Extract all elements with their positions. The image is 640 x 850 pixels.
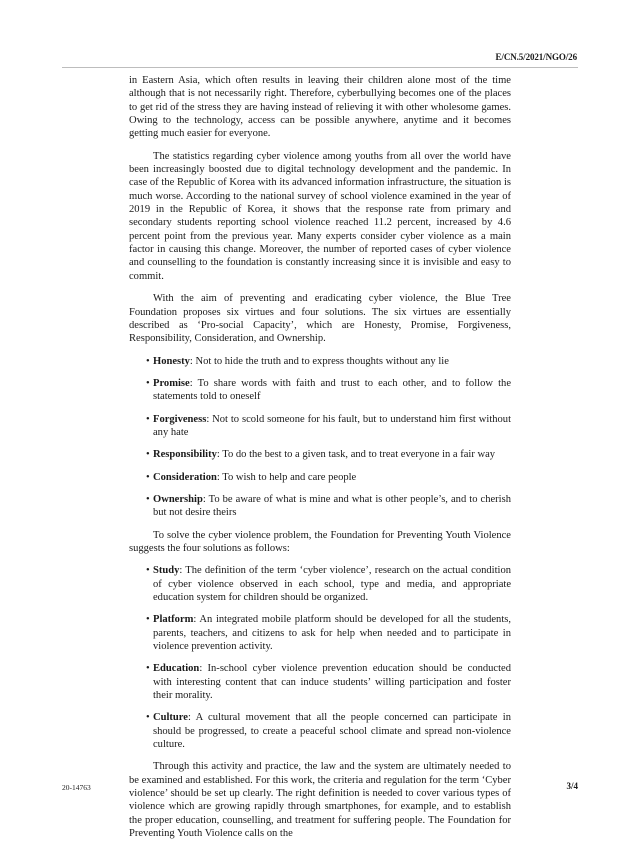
paragraph-continuation: in Eastern Asia, which often results in leaving their children alone most of the time although that is not necessarily right. Therefore, cyberbullying becomes one of the places to get rid of the stress they are having instead of relieving it with other wholesome games. Owing to the technology, access can be possible anywhere, anytime and it becomes getting much easier for everyone. [129,75,511,140]
document-body [129,74,511,850]
list-item-forgiveness [129,413,511,440]
bullet-icon: • [146,377,150,389]
bullet-icon: • [146,712,150,724]
solution-term: Education [153,663,200,675]
list-item-platform [129,613,511,653]
virtue-term: Responsibility [153,449,217,461]
list-item-education [129,662,511,702]
list-item-study [129,564,511,604]
virtue-term: Forgiveness [153,413,207,425]
bullet-icon: • [146,663,150,675]
bullet-icon: • [146,449,150,461]
document-symbol: E/CN.5/2021/NGO/26 [495,52,577,62]
solution-description: : The definition of the term ‘cyber violence’, research on the actual condition of cyber violence observed in each school, type and media, and appropriate education system for children should be organized. [153,565,511,603]
solution-description: : An integrated mobile platform should be developed for all the students, parents, teachers, and citizens to ask for help when needed and to participate in violence prevention activity. [153,614,511,653]
bullet-icon: • [146,471,150,483]
solutions-list [129,564,511,751]
solution-description: : In-school cyber violence prevention education should be conducted with interesting content that can induce students’ willing participation and foster their morality. [153,663,511,702]
paragraph-law-and-system: Through this activity and practice, the law and the system are ultimately needed to be examined and established. For this work, the criteria and regulation for the term ‘Cyber violence’ should be set up clearly. The right definition is needed to cover various types of violence which are growing rapidly through smartphones, for example, and to establish the proper education, counselling, and treatment for suffering people. The Foundation for Preventing Youth Violence calls on the [129,761,511,840]
virtue-term: Honesty [153,355,190,367]
virtue-term: Consideration [153,471,217,483]
list-item-promise [129,377,511,404]
virtue-term: Promise [153,377,190,389]
solution-term: Culture [153,712,188,724]
bullet-icon: • [146,493,150,505]
solution-term: Platform [153,614,194,626]
virtue-description: : Not to scold someone for his fault, but to understand him first without any hate [153,413,511,438]
solution-term: Study [153,565,180,577]
list-item-responsibility [129,448,511,461]
virtue-description: : To be aware of what is mine and what is other people’s, and to cherish but not desire theirs [153,493,511,519]
paragraph-six-virtues-intro: With the aim of preventing and eradicating cyber violence, the Blue Tree Foundation proposes six virtues and four solutions. The six virtues are essentially described as ‘Pro-social Capacity’, which are Honesty, Promise, Forgiveness, Responsibility, Consideration, and Ownership. [129,293,511,345]
virtues-list [129,355,511,520]
virtue-description: : Not to hide the truth and to express thoughts without any lie [189,355,449,367]
virtue-description: : To wish to help and care people [216,471,357,483]
virtue-description: : To do the best to a given task, and to treat everyone in a fair way [216,449,496,461]
bullet-icon: • [146,413,150,425]
page-header [62,52,578,68]
paragraph-four-solutions-intro: To solve the cyber violence problem, the Foundation for Preventing Youth Violence suggests the four solutions as follows: [129,529,511,554]
solution-description: : A cultural movement that all the people concerned can participate in should be progressed, to create a peaceful school climate and spread non-violence culture. [153,712,511,751]
page-number: 3/4 [566,781,578,791]
bullet-icon: • [146,355,150,367]
bullet-icon: • [146,614,150,626]
list-item-honesty [129,355,511,368]
virtue-description: : To share words with faith and trust to each other, and to follow the statements told to oneself [153,377,511,403]
list-item-ownership [129,493,511,520]
paragraph-statistics: The statistics regarding cyber violence among youths from all over the world have been increasingly boosted due to digital technology development and the pandemic. In case of the Republic of Korea with its advanced information infrastructure, the situation is much worse. According to the national survey of school violence examined in the year of 2019 in the Republic of Korea, it shows that the response rate from primary and secondary students reporting school violence reached 11.2 percent, increased by 4.6 percent point from the previous year. Many experts consider cyber violence as a main factor in causing this change. Moreover, the number of reported cases of cyber violence and counselling to the foundation is constantly increasing since it is invisible and easy to commit. [129,150,511,282]
list-item-consideration [129,471,511,484]
bullet-icon: • [146,565,150,577]
virtue-term: Ownership [153,493,203,505]
list-item-culture [129,711,511,751]
job-number: 20-14763 [62,783,91,792]
